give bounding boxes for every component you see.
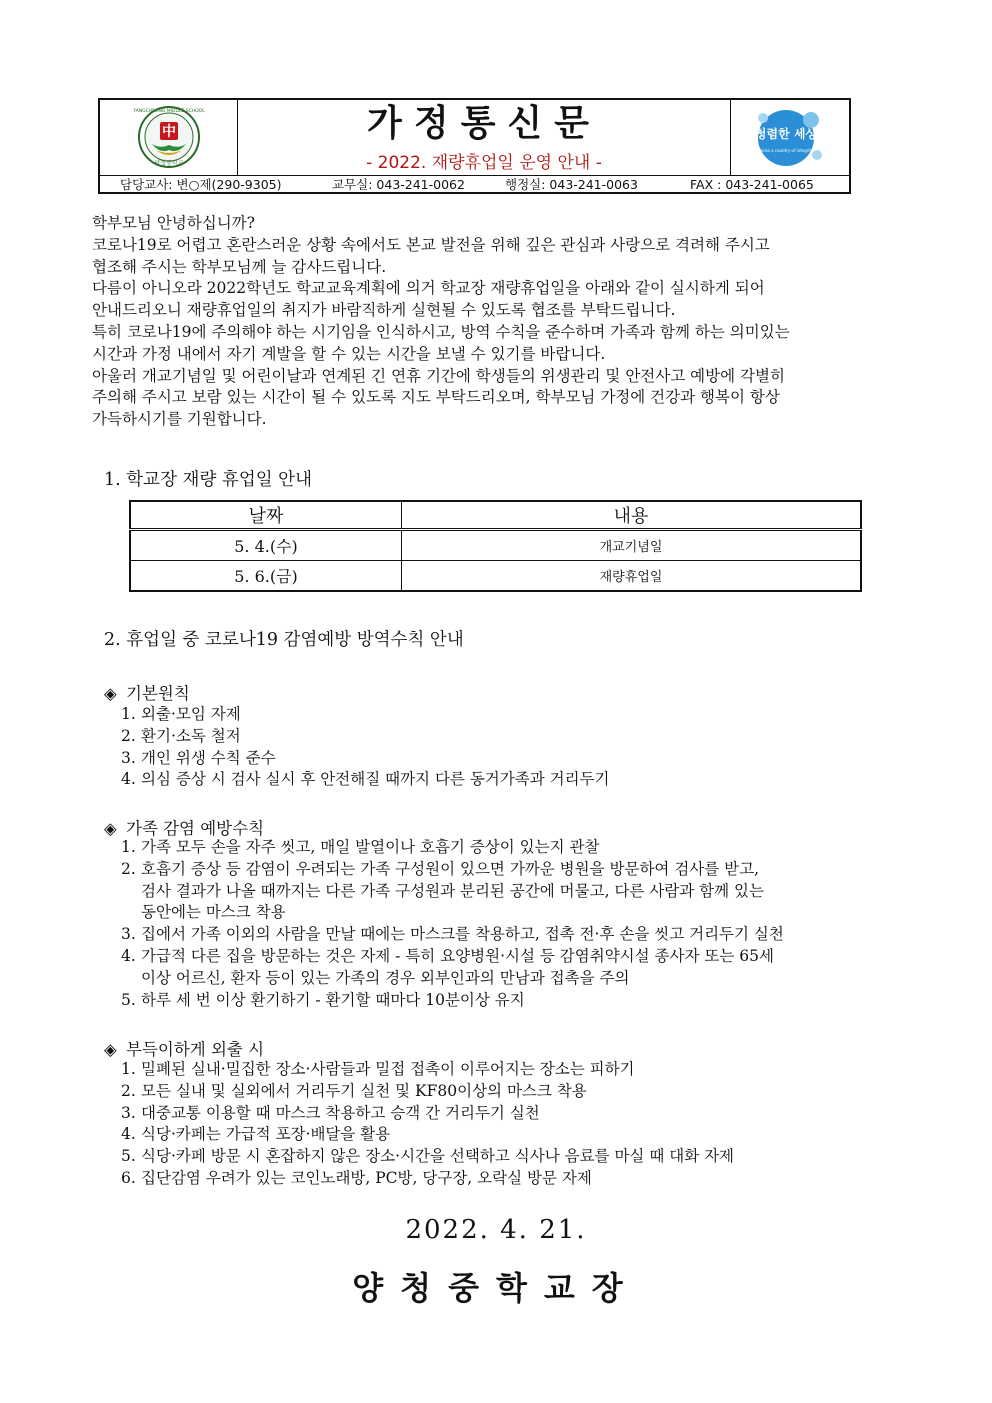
contact-teacher: 담당교사: 변○제(290-9305) xyxy=(120,177,282,192)
intro-line: 아울러 개교기념일 및 어린이날과 연계된 긴 연휴 기간에 학생들의 위생관리 및 안전사고 예방에 각별히 xyxy=(92,366,785,385)
item-number: 6. xyxy=(121,1168,136,1187)
column-header-date: 날짜 xyxy=(130,501,402,530)
item-text: 식당·카페 방문 시 혼잡하지 않은 장소·시간을 선택하고 식사나 음료를 마실 때 대화 자제 xyxy=(141,1147,735,1166)
item-text-continued: 검사 결과가 나올 때까지는 다른 가족 구성원과 분리된 공간에 머물고, 다른 사람과 함께 있는 xyxy=(141,881,764,900)
list-item xyxy=(121,1081,734,1103)
item-number: 2. xyxy=(121,1081,136,1100)
item-text: 가족 모두 손을 자주 씻고, 매일 발열이나 호흡기 증상이 있는지 관찰 xyxy=(141,838,600,856)
header-title-block xyxy=(238,100,730,175)
school-emblem-icon xyxy=(100,100,238,175)
item-number: 4. xyxy=(121,1125,136,1144)
group-heading-basic xyxy=(104,680,190,704)
table-header-row xyxy=(130,501,861,530)
principal-signature: 양청중학교장 xyxy=(352,1269,640,1307)
item-text: 모든 실내 및 실외에서 거리두기 실천 및 KF80이상의 마스크 착용 xyxy=(141,1081,587,1100)
slogan-logo-icon xyxy=(731,100,850,175)
item-number: 2. xyxy=(121,726,136,745)
item-text: 하루 세 번 이상 환기하기 - 환기할 때마다 10분이상 유지 xyxy=(141,990,525,1009)
item-number: 5. xyxy=(121,990,136,1009)
item-text: 집단감염 우려가 있는 코인노래방, PC방, 당구장, 오락실 방문 자제 xyxy=(141,1168,592,1187)
list-item xyxy=(121,1124,734,1146)
table-row xyxy=(130,530,861,561)
intro-line: 안내드리오니 재량휴업일의 취지가 바람직하게 실현될 수 있도록 협조를 부탁드립니다. xyxy=(92,301,676,320)
basic-rules-list xyxy=(121,704,610,791)
group-heading-text: 기본원칙 xyxy=(126,684,190,703)
item-number: 1. xyxy=(121,838,136,856)
intro-line: 학부모님 안녕하십니까? xyxy=(92,214,255,232)
item-text-continued: 동안에는 마스크 착용 xyxy=(141,903,286,922)
item-number: 3. xyxy=(121,748,136,767)
list-item xyxy=(121,726,610,748)
page-title: 가정통신문 xyxy=(367,103,601,144)
list-item xyxy=(121,1059,734,1081)
outing-rules-list xyxy=(121,1059,734,1190)
holiday-name: 개교기념일 xyxy=(402,530,862,561)
item-text: 가급적 다른 집을 방문하는 것은 자제 - 특히 요양병원·시설 등 감염취약시설 종사자 또는 65세 xyxy=(141,946,774,965)
emblem-english-name: YANGCHEONG MIDDLE SCHOOL xyxy=(133,109,205,114)
group-heading-family xyxy=(104,815,264,839)
group-heading-text: 가족 감염 예방수칙 xyxy=(126,819,265,838)
item-text: 개인 위생 수칙 준수 xyxy=(141,748,276,767)
header-top-row xyxy=(100,100,849,176)
item-number: 3. xyxy=(121,925,136,944)
emblem-school-name: 양청중학교 xyxy=(154,160,184,167)
intro-line: 특히 코로나19에 주의해야 하는 시기임을 인식하시고, 방역 수칙을 준수하며 가족과 함께 하는 의미있는 xyxy=(92,322,790,341)
item-text-continued: 이상 어르신, 환자 등이 있는 가족의 경우 외부인과의 만남과 접촉을 주의 xyxy=(141,968,630,987)
family-rules-list xyxy=(121,837,784,1011)
issue-date: 2022. 4. 21. xyxy=(405,1215,587,1245)
diamond-bullet-icon: ◈ xyxy=(104,1040,117,1059)
item-text: 의심 증상 시 검사 실시 후 안전해질 때까지 다른 동거가족과 거리두기 xyxy=(141,770,610,789)
section1-title: 1. 학교장 재량 휴업일 안내 xyxy=(104,470,312,490)
holiday-name: 재량휴업일 xyxy=(402,561,862,592)
contact-fax: FAX : 043-241-0065 xyxy=(690,177,814,192)
intro-line: 가득하시기를 기원합니다. xyxy=(92,410,267,429)
item-text: 대중교통 이용할 때 마스크 착용하고 승객 간 거리두기 실천 xyxy=(141,1103,540,1122)
intro-line: 시간과 가정 내에서 자기 계발을 할 수 있는 시간을 보낼 수 있기를 바랍니다. xyxy=(92,344,606,363)
page-subtitle: - 2022. 재량휴업일 운영 안내 - xyxy=(366,153,602,173)
item-number: 1. xyxy=(121,705,136,723)
list-item xyxy=(121,946,784,990)
column-header-content: 내용 xyxy=(402,501,862,530)
list-item xyxy=(121,748,610,770)
diamond-bullet-icon: ◈ xyxy=(104,684,117,703)
list-item xyxy=(121,837,784,859)
list-item xyxy=(121,704,610,726)
item-text: 환기·소독 철저 xyxy=(141,726,241,745)
intro-letter xyxy=(92,213,892,431)
item-text: 식당·카페는 가급적 포장·배달을 활용 xyxy=(141,1125,391,1144)
item-text: 밀폐된 실내·밀집한 장소·사람들과 밀접 접촉이 이루어지는 장소는 피하기 xyxy=(141,1060,635,1078)
list-item xyxy=(121,1103,734,1125)
emblem-char: 中 xyxy=(162,124,176,140)
contact-admin: 행정실: 043-241-0063 xyxy=(505,177,638,192)
diamond-bullet-icon: ◈ xyxy=(104,819,117,838)
contact-row xyxy=(100,176,849,192)
intro-line: 다름이 아니오라 2022학년도 학교교육계획에 의거 학교장 재량휴업일을 아래와 같이 실시하게 되어 xyxy=(92,279,765,298)
intro-line: 협조해 주시는 학부모님께 늘 감사드립니다. xyxy=(92,257,387,276)
list-item xyxy=(121,990,784,1012)
item-number: 4. xyxy=(121,946,136,965)
list-item xyxy=(121,1168,734,1190)
holiday-table xyxy=(129,500,862,592)
school-logo-cell xyxy=(100,100,238,175)
item-number: 5. xyxy=(121,1147,136,1166)
item-text: 외출·모임 자제 xyxy=(141,705,241,723)
section2-title: 2. 휴업일 중 코로나19 감염예방 방역수칙 안내 xyxy=(104,630,464,650)
list-item xyxy=(121,1146,734,1168)
group-heading-text: 부득이하게 외출 시 xyxy=(126,1040,265,1059)
intro-line: 코로나19로 어렵고 혼란스러운 상황 속에서도 본교 발전을 위해 깊은 관심과 사랑으로 격려해 주시고 xyxy=(92,235,770,254)
item-number: 3. xyxy=(121,1103,136,1122)
item-number: 2. xyxy=(121,859,136,878)
holiday-date: 5. 4.(수) xyxy=(130,530,402,561)
newsletter-header xyxy=(98,98,851,194)
item-text: 집에서 가족 이외의 사람을 만날 때에는 마스크를 착용하고, 접촉 전·후 손을 씻고 거리두기 실천 xyxy=(141,925,784,944)
list-item xyxy=(121,924,784,946)
item-text: 호흡기 증상 등 감염이 우려되는 가족 구성원이 있으면 가까운 병원을 방문하여 검사를 받고, xyxy=(141,859,760,878)
item-number: 1. xyxy=(121,1060,136,1078)
slogan-logo-cell xyxy=(730,100,849,175)
table-row xyxy=(130,561,861,592)
item-number: 4. xyxy=(121,770,136,789)
group-heading-outing xyxy=(104,1036,264,1060)
list-item xyxy=(121,859,784,924)
contact-office: 교무실: 043-241-0062 xyxy=(332,177,465,192)
holiday-date: 5. 6.(금) xyxy=(130,561,402,592)
slogan-text: 청렴한 세상 xyxy=(754,127,818,141)
intro-line: 주의해 주시고 보람 있는 시간이 될 수 있도록 지도 부탁드리오며, 학부모님 가정에 건강과 행복이 항상 xyxy=(92,388,780,407)
slogan-small-text: Korea a country of integrity xyxy=(758,148,814,153)
list-item xyxy=(121,769,610,791)
